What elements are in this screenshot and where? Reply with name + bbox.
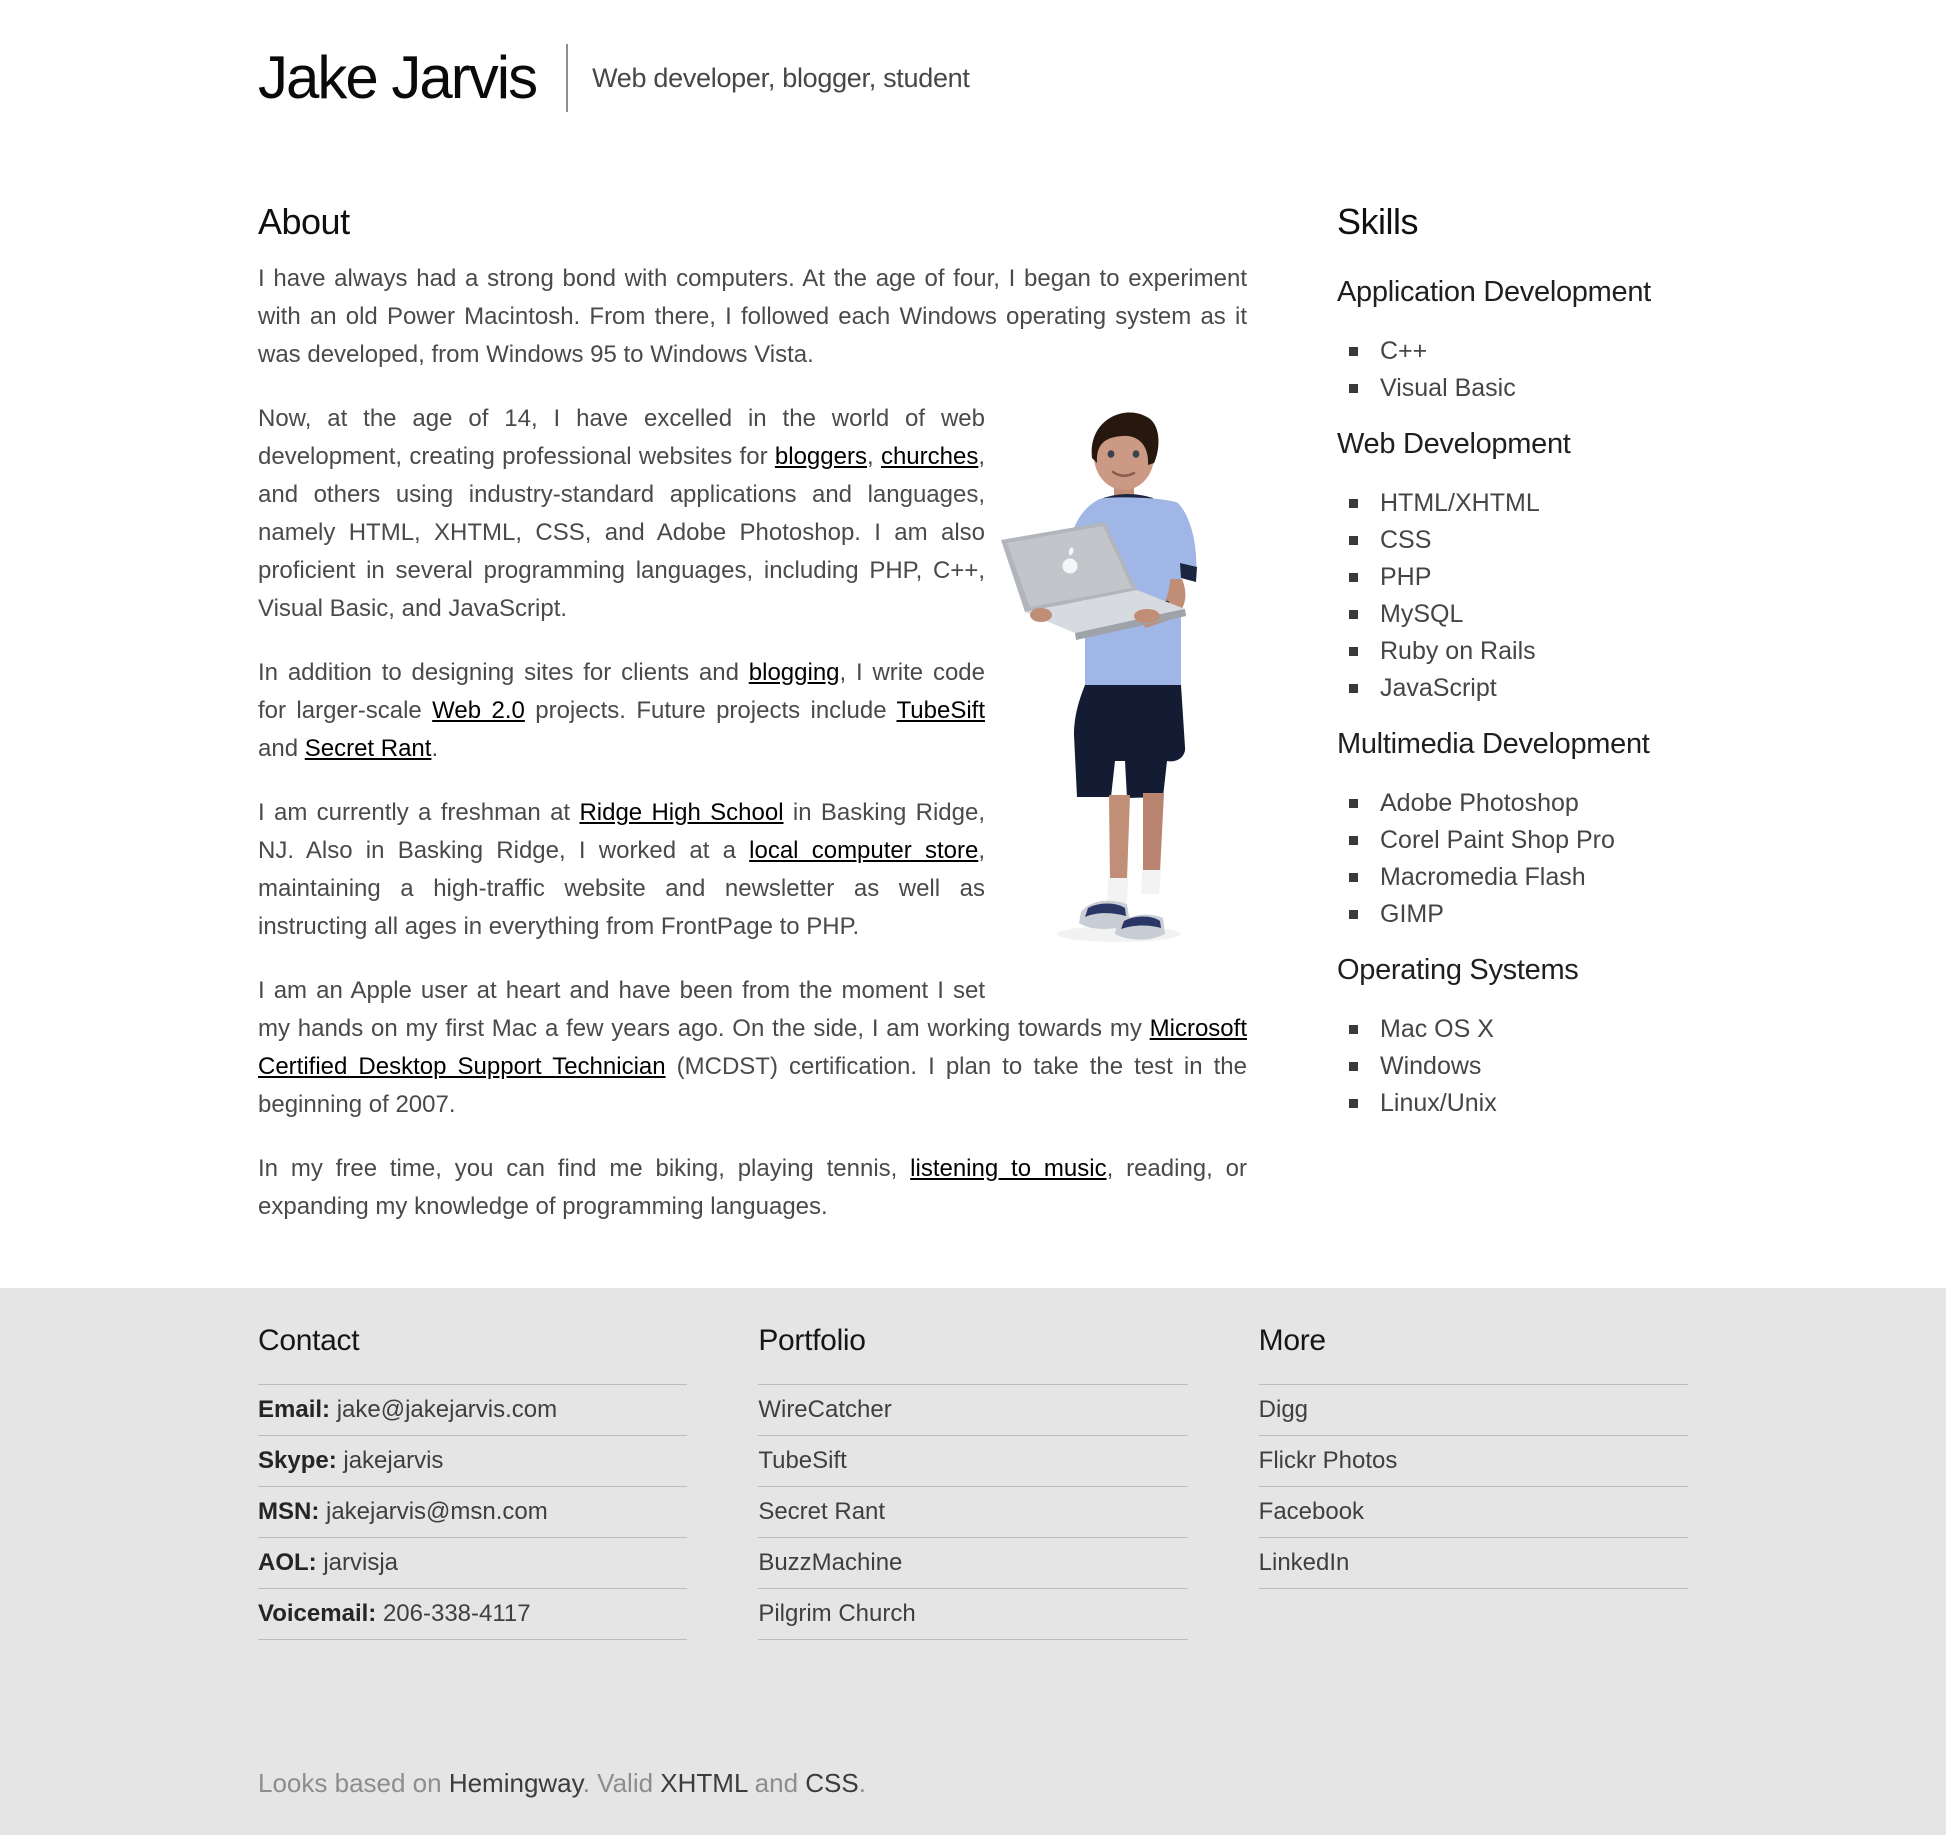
skills-group-title: Web Development [1337, 428, 1571, 460]
skills-list [1337, 785, 1688, 933]
text-segment: projects. Future projects include [524, 697, 897, 724]
text-link[interactable]: bloggers [774, 443, 867, 470]
list-item [1259, 1435, 1688, 1486]
contact-value: jakejarvis@msn.com [326, 1498, 548, 1525]
text-link[interactable]: Ridge High School [579, 799, 784, 826]
photo-jake-with-laptop [991, 400, 1247, 947]
main-content [258, 202, 1688, 1252]
skill-item: Mac OS X [1337, 1011, 1688, 1048]
skill-item: HTML/XHTML [1337, 485, 1688, 522]
skills-group-title: Application Development [1337, 276, 1651, 308]
skill-item: GIMP [1337, 896, 1688, 933]
text-segment: and [747, 1768, 806, 1798]
skill-item: Macromedia Flash [1337, 859, 1688, 896]
skills-group-title: Multimedia Development [1337, 728, 1650, 760]
skill-item: JavaScript [1337, 670, 1688, 707]
text-segment: . [858, 1768, 866, 1798]
footer-link[interactable]: Pilgrim Church [758, 1600, 916, 1627]
text-link[interactable]: Hemingway [448, 1768, 583, 1798]
text-segment: I am currently a freshman at [258, 799, 580, 826]
footer-column-contact [258, 1324, 687, 1640]
skill-item: Ruby on Rails [1337, 633, 1688, 670]
contact-label: MSN: [258, 1498, 320, 1525]
skills-list [1337, 333, 1688, 407]
skill-item: Corel Paint Shop Pro [1337, 822, 1688, 859]
footer-column-heading: More [1258, 1324, 1326, 1357]
text-link[interactable]: churches [880, 443, 979, 470]
header [258, 0, 1688, 112]
text-segment: , [866, 443, 881, 470]
footer-inner [258, 1288, 1688, 1835]
footer-link[interactable]: Flickr Photos [1258, 1447, 1398, 1474]
header-divider [566, 44, 568, 112]
text-segment: and [258, 735, 305, 762]
skill-item: C++ [1337, 333, 1688, 370]
footer-link[interactable]: Digg [1258, 1396, 1309, 1423]
footer-column-heading: Contact [258, 1324, 360, 1357]
skills-sidebar [1337, 202, 1688, 1142]
text-segment: in Basking Ridge, NJ. Also in Basking Ridge, I worked at a [258, 799, 985, 864]
skills-heading: Skills [1337, 202, 1419, 242]
list-item [758, 1588, 1187, 1639]
text-link[interactable]: CSS [805, 1768, 859, 1798]
list-item [258, 1435, 687, 1486]
skills-list [1337, 1011, 1688, 1122]
contact-label: Voicemail: [258, 1600, 377, 1627]
site-tagline: Web developer, blogger, student [592, 62, 970, 93]
text-link[interactable]: TubeSift [896, 697, 985, 724]
text-segment: (MCDST) certification. I plan to take the test in the beginning of 2007. [258, 1053, 1247, 1118]
footer-link[interactable]: TubeSift [758, 1447, 847, 1474]
text-link[interactable]: Secret Rant [304, 735, 432, 762]
footer-column-portfolio [758, 1324, 1187, 1640]
contact-value: 206-338-4117 [382, 1600, 531, 1627]
skills-group-title: Operating Systems [1337, 954, 1579, 986]
footer-link[interactable]: Secret Rant [758, 1498, 886, 1525]
text-link[interactable]: listening to music [910, 1155, 1107, 1182]
skill-item: Adobe Photoshop [1337, 785, 1688, 822]
list-item [758, 1486, 1187, 1537]
text-link[interactable]: Web 2.0 [432, 697, 525, 724]
skills-list [1337, 485, 1688, 707]
list-item [258, 1588, 687, 1639]
footer-columns [258, 1324, 1688, 1640]
list-item [758, 1537, 1187, 1588]
list-item [758, 1435, 1187, 1486]
text-segment: , and others using industry-standard applications and languages, namely HTML, XHTML, CSS, and Adobe Photoshop. I am also proficient in several programming languages, including PHP, C++, Visual Basic, and JavaScript. [258, 443, 986, 622]
list-item [258, 1384, 687, 1435]
footer-link[interactable]: Facebook [1258, 1498, 1365, 1525]
footer-list [1259, 1384, 1688, 1589]
list-item [758, 1384, 1187, 1435]
text-segment: , reading, or expanding my knowledge of programming languages. [258, 1155, 1247, 1220]
text-segment: . Valid [582, 1768, 661, 1798]
text-segment: Looks based on [258, 1768, 449, 1798]
footer-link[interactable]: LinkedIn [1258, 1549, 1350, 1576]
contact-label: AOL: [258, 1549, 317, 1576]
text-segment: , maintaining a high-traffic website and newsletter as well as instructing all ages in everything from FrontPage to PHP. [258, 837, 985, 940]
skill-item: Linux/Unix [1337, 1085, 1688, 1122]
skill-item: MySQL [1337, 596, 1688, 633]
list-item [1259, 1384, 1688, 1435]
list-item [258, 1537, 687, 1588]
list-item [258, 1486, 687, 1537]
contact-value: jarvisja [323, 1549, 399, 1576]
about-section [258, 202, 1247, 1252]
footer-list [758, 1384, 1187, 1640]
text-segment: , I write code for larger-scale [258, 659, 985, 724]
about-paragraph [258, 260, 1247, 374]
boy-with-laptop-illustration [997, 400, 1247, 947]
text-link[interactable]: Microsoft Certified Desktop Support Technician [258, 1015, 1247, 1080]
footer-list [258, 1384, 687, 1640]
text-segment: Now, at the age of 14, I have excelled in the world of web development, creating professional websites for [258, 405, 985, 470]
site-title[interactable]: Jake Jarvis [258, 44, 537, 111]
text-link[interactable]: XHTML [660, 1768, 748, 1798]
skill-item: PHP [1337, 559, 1688, 596]
text-segment: I have always had a strong bond with computers. At the age of four, I began to experiment with an old Power Macintosh. From there, I followed each Windows operating system as it was developed, from Windows 95 to Windows Vista. [258, 265, 1247, 368]
text-link[interactable]: blogging [748, 659, 840, 686]
text-segment: In addition to designing sites for clients and [258, 659, 749, 686]
contact-label: Email: [258, 1396, 331, 1423]
text-link[interactable]: local computer store [749, 837, 979, 864]
page [258, 0, 1688, 1252]
skill-item: Visual Basic [1337, 370, 1688, 407]
list-item [1259, 1486, 1688, 1537]
footer-link[interactable]: BuzzMachine [758, 1549, 903, 1576]
text-segment: . [431, 735, 439, 762]
footer [0, 1288, 1946, 1835]
about-heading: About [258, 202, 350, 242]
text-segment: I am an Apple user at heart and have been from the moment I set my hands on my first Mac a few years ago. On the side, I am working towards my [258, 977, 1150, 1042]
skill-item: CSS [1337, 522, 1688, 559]
contact-label: Skype: [258, 1447, 337, 1474]
footer-link[interactable]: WireCatcher [758, 1396, 892, 1423]
footer-column-more [1259, 1324, 1688, 1640]
footer-column-heading: Portfolio [758, 1324, 866, 1357]
footer-link[interactable]: jake@jakejarvis.com [336, 1396, 558, 1423]
footer-note [258, 1768, 1688, 1798]
text-segment: In my free time, you can find me biking, playing tennis, [258, 1155, 911, 1182]
skills-groups [1337, 275, 1688, 1122]
skill-item: Windows [1337, 1048, 1688, 1085]
about-paragraph [258, 972, 1247, 1124]
list-item [1259, 1537, 1688, 1588]
about-paragraph [258, 1150, 1247, 1226]
contact-value: jakejarvis [343, 1447, 444, 1474]
